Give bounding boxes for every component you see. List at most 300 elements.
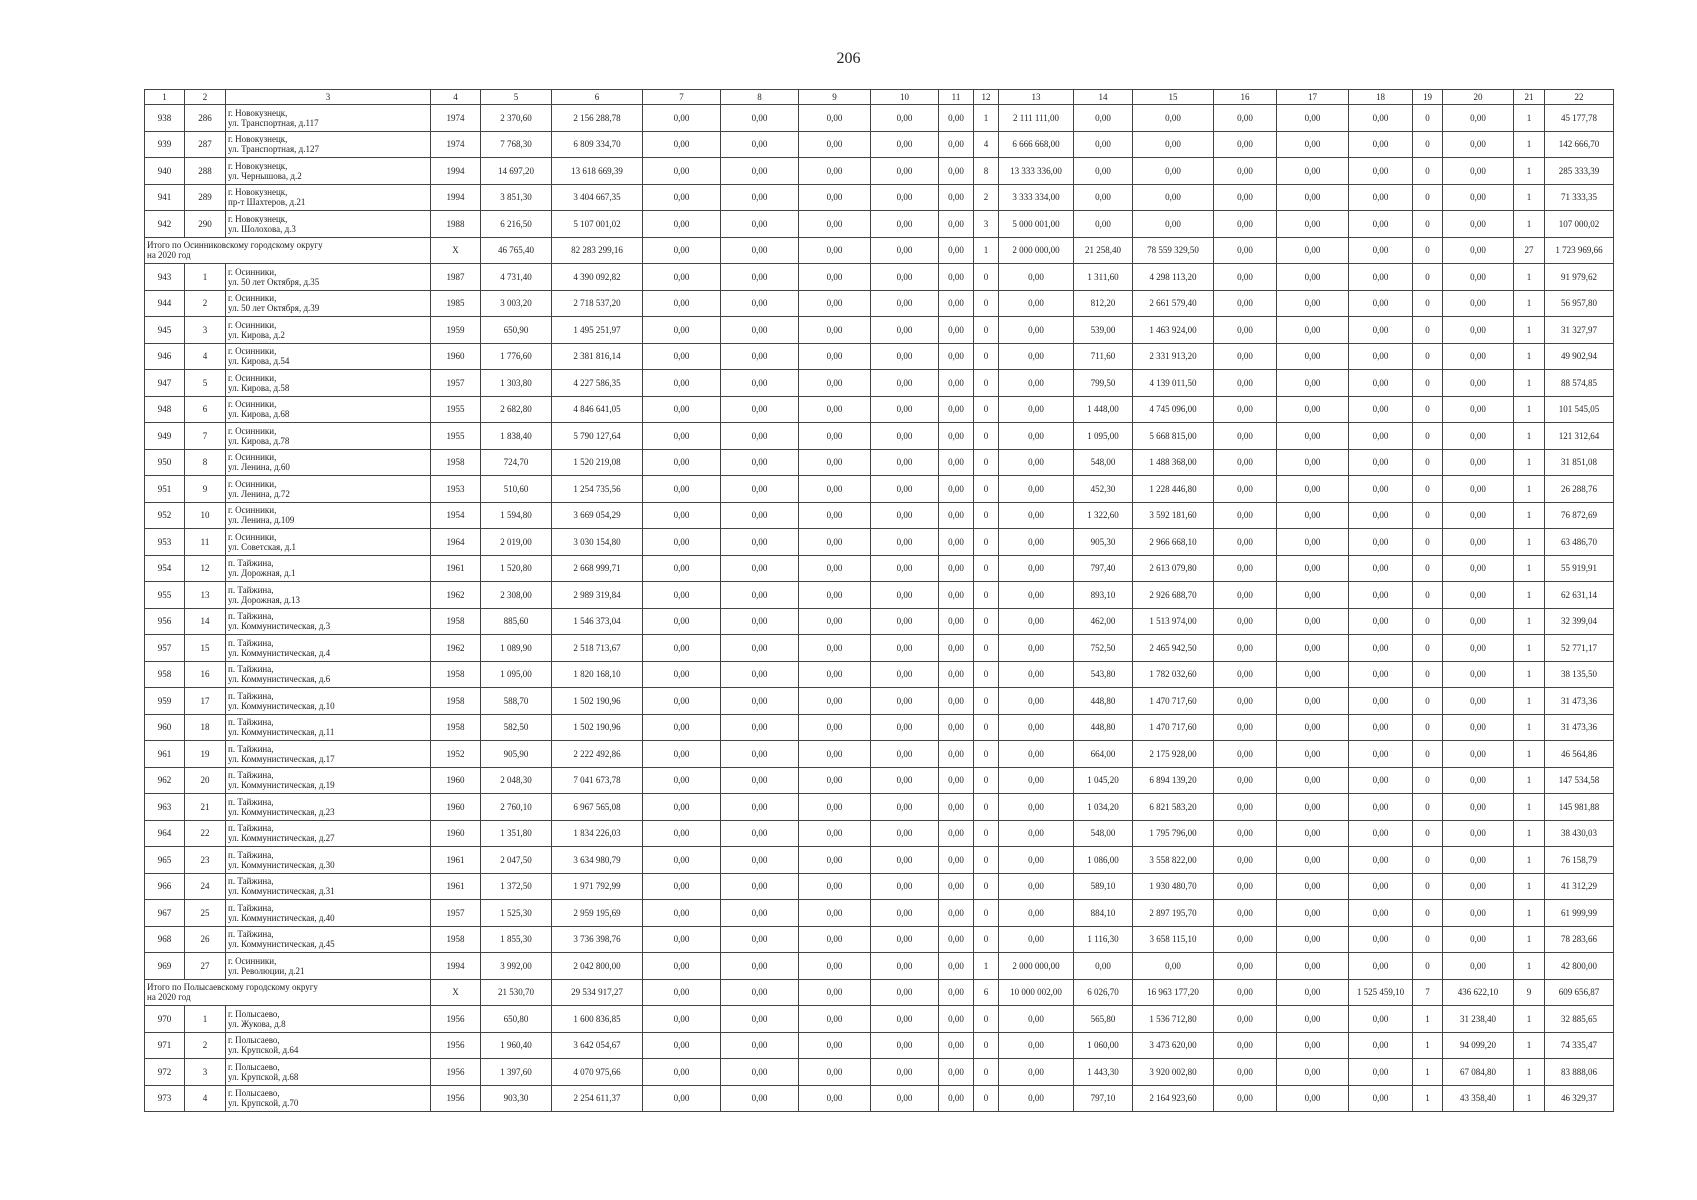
table-cell: 1956	[431, 1085, 481, 1112]
table-cell: 2 661 579,40	[1133, 290, 1214, 317]
table-cell: 1	[1514, 317, 1545, 344]
table-cell: 91 979,62	[1545, 264, 1614, 291]
table-cell: 7	[185, 423, 226, 450]
table-cell: 0,00	[1133, 105, 1214, 132]
table-cell: 0,00	[1349, 423, 1413, 450]
table-cell: 973	[145, 1085, 185, 1112]
table-cell: 953	[145, 529, 185, 556]
table-cell: 650,90	[481, 317, 552, 344]
table-cell: 0,00	[721, 264, 799, 291]
table-cell: 0,00	[871, 582, 939, 609]
table-cell: 1	[1514, 370, 1545, 397]
table-cell: 2 331 913,20	[1133, 343, 1214, 370]
table-cell: 0,00	[1074, 131, 1133, 158]
table-cell: 26 288,76	[1545, 476, 1614, 503]
table-cell: 1	[1514, 873, 1545, 900]
table-cell: 1 536 712,80	[1133, 1006, 1214, 1033]
table-cell: 0,00	[1214, 661, 1277, 688]
table-cell: 0,00	[939, 290, 974, 317]
table-cell: 2 254 611,37	[552, 1085, 643, 1112]
table-cell: 0,00	[1277, 582, 1349, 609]
table-cell: 2 156 288,78	[552, 105, 643, 132]
address-cell: п. Тайжина, ул. Коммунистическая, д.40	[226, 900, 431, 927]
table-cell: 0,00	[1277, 926, 1349, 953]
table-cell: 2 000 000,00	[999, 953, 1074, 980]
table-cell: 0,00	[1443, 741, 1514, 768]
table-cell: 972	[145, 1059, 185, 1086]
table-cell: 1 855,30	[481, 926, 552, 953]
table-cell: 0,00	[721, 1006, 799, 1033]
table-cell: 0,00	[999, 317, 1074, 344]
table-cell: 1	[1514, 688, 1545, 715]
table-cell: 0,00	[1443, 608, 1514, 635]
table-cell: 1958	[431, 661, 481, 688]
table-cell: 968	[145, 926, 185, 953]
table-cell: 0	[974, 926, 999, 953]
table-cell: 0,00	[1349, 343, 1413, 370]
table-cell: 0	[1413, 582, 1443, 609]
table-cell: 0,00	[871, 714, 939, 741]
table-cell: 0,00	[1074, 211, 1133, 238]
table-cell: 0,00	[643, 1059, 721, 1086]
table-row	[145, 767, 1614, 794]
table-cell: 4 731,40	[481, 264, 552, 291]
total-cell: 609 656,87	[1545, 979, 1614, 1006]
table-cell: 1 228 446,80	[1133, 476, 1214, 503]
table-cell: 0,00	[999, 900, 1074, 927]
table-cell: 0,00	[871, 688, 939, 715]
total-cell: 27	[1514, 237, 1545, 264]
table-cell: 0,00	[999, 1032, 1074, 1059]
table-row	[145, 873, 1614, 900]
table-cell: 19	[185, 741, 226, 768]
table-cell: 0,00	[799, 714, 871, 741]
table-cell: 0,00	[1349, 926, 1413, 953]
table-cell: 0	[1413, 423, 1443, 450]
table-cell: 0,00	[1443, 396, 1514, 423]
table-cell: 0,00	[1277, 343, 1349, 370]
table-cell: 0,00	[1349, 211, 1413, 238]
table-cell: 1	[1514, 211, 1545, 238]
table-cell: 0,00	[939, 767, 974, 794]
table-cell: 0	[1413, 158, 1443, 185]
table-cell: 0	[1413, 264, 1443, 291]
table-cell: 955	[145, 582, 185, 609]
table-cell: 0,00	[799, 635, 871, 662]
table-cell: 0,00	[643, 555, 721, 582]
table-cell: 0,00	[643, 608, 721, 635]
table-cell: 0,00	[1277, 476, 1349, 503]
table-cell: 1957	[431, 370, 481, 397]
table-cell: 1960	[431, 767, 481, 794]
table-cell: 0,00	[799, 184, 871, 211]
table-cell: 0,00	[1214, 449, 1277, 476]
table-cell: 0,00	[799, 317, 871, 344]
table-cell: 1 116,30	[1074, 926, 1133, 953]
table-cell: 0,00	[939, 582, 974, 609]
table-cell: 0,00	[871, 1059, 939, 1086]
table-row	[145, 105, 1614, 132]
table-cell: 0,00	[1349, 290, 1413, 317]
table-cell: 0	[974, 608, 999, 635]
table-cell: 0,00	[999, 502, 1074, 529]
table-cell: 25	[185, 900, 226, 927]
table-cell: 664,00	[1074, 741, 1133, 768]
table-cell: 724,70	[481, 449, 552, 476]
table-cell: 1 397,60	[481, 1059, 552, 1086]
table-cell: 0	[974, 820, 999, 847]
table-cell: 0,00	[939, 688, 974, 715]
table-cell: 0,00	[1214, 1085, 1277, 1112]
table-cell: 0,00	[721, 794, 799, 821]
table-cell: 548,00	[1074, 449, 1133, 476]
table-cell: 0,00	[1349, 953, 1413, 980]
table-cell: 1 470 717,60	[1133, 688, 1214, 715]
address-cell: г. Осинники, ул. Ленина, д.72	[226, 476, 431, 503]
table-cell: 1 045,20	[1074, 767, 1133, 794]
table-cell: 0,00	[871, 131, 939, 158]
table-cell: 945	[145, 317, 185, 344]
table-cell: 510,60	[481, 476, 552, 503]
table-cell: 14	[185, 608, 226, 635]
total-cell: 0,00	[799, 979, 871, 1006]
table-cell: 14 697,20	[481, 158, 552, 185]
table-cell: 3 558 822,00	[1133, 847, 1214, 874]
table-cell: 1	[1514, 741, 1545, 768]
table-cell: 960	[145, 714, 185, 741]
table-cell: 1	[1514, 529, 1545, 556]
table-cell: 0,00	[999, 714, 1074, 741]
table-cell: 1 834 226,03	[552, 820, 643, 847]
column-number: 5	[481, 90, 552, 105]
address-cell: г. Осинники, ул. Кирова, д.54	[226, 343, 431, 370]
table-cell: 0,00	[871, 184, 939, 211]
total-cell: 29 534 917,27	[552, 979, 643, 1006]
table-cell: 0,00	[799, 741, 871, 768]
table-cell: 0,00	[871, 873, 939, 900]
table-cell: 0,00	[1349, 1059, 1413, 1086]
table-cell: 31 473,36	[1545, 688, 1614, 715]
table-cell: 3 851,30	[481, 184, 552, 211]
table-cell: 78 283,66	[1545, 926, 1614, 953]
table-cell: 893,10	[1074, 582, 1133, 609]
total-row	[145, 237, 1614, 264]
table-cell: 21	[185, 794, 226, 821]
table-cell: 1954	[431, 502, 481, 529]
table-cell: 1 960,40	[481, 1032, 552, 1059]
table-cell: 0,00	[999, 476, 1074, 503]
table-cell: 0,00	[871, 476, 939, 503]
table-cell: 0,00	[721, 158, 799, 185]
table-cell: 0,00	[1349, 264, 1413, 291]
table-cell: 0	[974, 529, 999, 556]
table-cell: 3 992,00	[481, 953, 552, 980]
table-cell: 0,00	[799, 688, 871, 715]
table-cell: 0,00	[871, 211, 939, 238]
table-cell: 0,00	[999, 449, 1074, 476]
table-cell: 0,00	[939, 105, 974, 132]
table-cell: 0	[974, 847, 999, 874]
table-cell: 1	[1514, 767, 1545, 794]
table-cell: 0,00	[1443, 423, 1514, 450]
table-cell: 0,00	[871, 1006, 939, 1033]
table-cell: 145 981,88	[1545, 794, 1614, 821]
table-cell: 6 894 139,20	[1133, 767, 1214, 794]
table-cell: 5 790 127,64	[552, 423, 643, 450]
table-cell: 0,00	[643, 317, 721, 344]
table-cell: 0,00	[871, 926, 939, 953]
table-cell: 0,00	[643, 423, 721, 450]
table-cell: 0,00	[1214, 847, 1277, 874]
table-cell: 0,00	[1214, 900, 1277, 927]
column-number: 10	[871, 90, 939, 105]
table-cell: 0,00	[939, 476, 974, 503]
table-cell: 1	[1514, 608, 1545, 635]
table-cell: 0,00	[1277, 1006, 1349, 1033]
table-cell: 0,00	[799, 502, 871, 529]
table-cell: 0,00	[799, 900, 871, 927]
table-cell: 1	[1514, 1059, 1545, 1086]
table-cell: 905,90	[481, 741, 552, 768]
table-cell: 1	[1514, 396, 1545, 423]
table-cell: 20	[185, 767, 226, 794]
table-cell: 0,00	[721, 714, 799, 741]
table-cell: 2	[974, 184, 999, 211]
table-cell: 2 175 928,00	[1133, 741, 1214, 768]
table-cell: 2 668 999,71	[552, 555, 643, 582]
table-row	[145, 714, 1614, 741]
table-cell: 0,00	[1349, 105, 1413, 132]
address-cell: п. Тайжина, ул. Коммунистическая, д.30	[226, 847, 431, 874]
table-cell: 1	[1514, 635, 1545, 662]
table-cell: 957	[145, 635, 185, 662]
table-cell: 4 070 975,66	[552, 1059, 643, 1086]
table-cell: 142 666,70	[1545, 131, 1614, 158]
table-row	[145, 847, 1614, 874]
table-cell: 63 486,70	[1545, 529, 1614, 556]
table-cell: 1994	[431, 158, 481, 185]
column-number: 1	[145, 90, 185, 105]
table-cell: 0,00	[871, 343, 939, 370]
table-cell: 0,00	[871, 529, 939, 556]
table-cell: 1959	[431, 317, 481, 344]
table-cell: 0,00	[871, 1032, 939, 1059]
table-cell: 76 872,69	[1545, 502, 1614, 529]
table-cell: 6 666 668,00	[999, 131, 1074, 158]
table-row	[145, 741, 1614, 768]
table-cell: 3 473 620,00	[1133, 1032, 1214, 1059]
table-cell: 0,00	[1214, 741, 1277, 768]
table-cell: 0,00	[1349, 741, 1413, 768]
table-cell: 0,00	[1349, 714, 1413, 741]
total-cell: 82 283 299,16	[552, 237, 643, 264]
table-cell: 0,00	[799, 423, 871, 450]
table-cell: 0,00	[1214, 873, 1277, 900]
total-cell: 0,00	[799, 237, 871, 264]
table-cell: 1	[1514, 264, 1545, 291]
table-cell: 0	[974, 264, 999, 291]
table-cell: 0,00	[643, 158, 721, 185]
table-cell: 0,00	[643, 926, 721, 953]
table-cell: 3 658 115,10	[1133, 926, 1214, 953]
table-cell: 0,00	[939, 1059, 974, 1086]
table-cell: 0,00	[1443, 502, 1514, 529]
table-cell: 0,00	[871, 847, 939, 874]
table-cell: 0	[1413, 555, 1443, 582]
table-cell: 1 838,40	[481, 423, 552, 450]
table-cell: 0,00	[1214, 396, 1277, 423]
table-cell: 0,00	[799, 290, 871, 317]
table-cell: 2 465 942,50	[1133, 635, 1214, 662]
table-cell: 0,00	[871, 158, 939, 185]
table-cell: 1	[1514, 1085, 1545, 1112]
table-cell: 1958	[431, 926, 481, 953]
table-cell: 0,00	[1277, 847, 1349, 874]
table-cell: 938	[145, 105, 185, 132]
table-cell: 1	[1514, 953, 1545, 980]
table-cell: 0,00	[721, 184, 799, 211]
table-cell: 0,00	[643, 635, 721, 662]
table-cell: 0,00	[799, 131, 871, 158]
table-cell: 0,00	[721, 131, 799, 158]
address-cell: п. Тайжина, ул. Коммунистическая, д.31	[226, 873, 431, 900]
table-cell: 0,00	[721, 290, 799, 317]
table-cell: 0,00	[1443, 661, 1514, 688]
table-cell: 0,00	[871, 900, 939, 927]
table-cell: 0,00	[721, 211, 799, 238]
table-cell: 0,00	[1133, 184, 1214, 211]
table-row	[145, 370, 1614, 397]
table-cell: 0,00	[1214, 582, 1277, 609]
table-cell: 0	[974, 1059, 999, 1086]
table-cell: 0,00	[1443, 688, 1514, 715]
table-cell: 18	[185, 714, 226, 741]
table-cell: 0,00	[1214, 158, 1277, 185]
table-row	[145, 449, 1614, 476]
table-cell: 0,00	[643, 449, 721, 476]
table-cell: 31 473,36	[1545, 714, 1614, 741]
table-cell: 0,00	[871, 317, 939, 344]
table-cell: 582,50	[481, 714, 552, 741]
table-cell: 970	[145, 1006, 185, 1033]
table-cell: 0,00	[1443, 820, 1514, 847]
table-cell: 62 631,14	[1545, 582, 1614, 609]
table-cell: 0,00	[1214, 343, 1277, 370]
table-cell: 2 718 537,20	[552, 290, 643, 317]
table-cell: 1	[1514, 661, 1545, 688]
table-cell: 1 525,30	[481, 900, 552, 927]
table-cell: 0,00	[939, 529, 974, 556]
table-cell: 27	[185, 953, 226, 980]
table-cell: 0,00	[799, 926, 871, 953]
table-cell: 3 003,20	[481, 290, 552, 317]
table-cell: 4 139 011,50	[1133, 370, 1214, 397]
table-cell: 2 926 688,70	[1133, 582, 1214, 609]
table-cell: 0,00	[643, 661, 721, 688]
table-cell: 287	[185, 131, 226, 158]
column-number: 2	[185, 90, 226, 105]
table-cell: 1 930 480,70	[1133, 873, 1214, 900]
table-row	[145, 1006, 1614, 1033]
address-cell: г. Осинники, ул. Революции, д.21	[226, 953, 431, 980]
table-cell: 0,00	[1277, 211, 1349, 238]
table-cell: 0,00	[643, 290, 721, 317]
address-cell: п. Тайжина, ул. Коммунистическая, д.19	[226, 767, 431, 794]
column-number: 13	[999, 90, 1074, 105]
table-cell: 0,00	[721, 502, 799, 529]
table-cell: 290	[185, 211, 226, 238]
table-cell: 0,00	[1349, 370, 1413, 397]
table-cell: 0	[974, 370, 999, 397]
table-cell: 0,00	[721, 370, 799, 397]
table-cell: 1962	[431, 582, 481, 609]
table-cell: 0,00	[1277, 1059, 1349, 1086]
column-number: 15	[1133, 90, 1214, 105]
column-number: 21	[1514, 90, 1545, 105]
table-cell: 0,00	[999, 555, 1074, 582]
table-cell: 0	[1413, 105, 1443, 132]
table-cell: 0,00	[1214, 211, 1277, 238]
table-cell: 0	[974, 502, 999, 529]
table-cell: 1994	[431, 953, 481, 980]
table-cell: 0,00	[1349, 661, 1413, 688]
table-cell: 13 333 336,00	[999, 158, 1074, 185]
table-cell: 0	[974, 396, 999, 423]
table-cell: 0,00	[799, 396, 871, 423]
table-cell: 11	[185, 529, 226, 556]
table-cell: 1	[1514, 1032, 1545, 1059]
table-cell: 0	[974, 1085, 999, 1112]
table-cell: 2	[185, 290, 226, 317]
address-cell: п. Тайжина, ул. Коммунистическая, д.6	[226, 661, 431, 688]
total-cell: 0,00	[1214, 979, 1277, 1006]
total-cell: 78 559 329,50	[1133, 237, 1214, 264]
address-cell: г. Осинники, ул. Советская, д.1	[226, 529, 431, 556]
table-cell: 23	[185, 847, 226, 874]
table-cell: 0,00	[999, 1085, 1074, 1112]
table-cell: 1974	[431, 105, 481, 132]
table-cell: 0,00	[643, 1032, 721, 1059]
table-cell: 4 846 641,05	[552, 396, 643, 423]
table-cell: 0	[1413, 953, 1443, 980]
table-cell: 74 335,47	[1545, 1032, 1614, 1059]
table-cell: 0	[974, 767, 999, 794]
table-cell: 812,20	[1074, 290, 1133, 317]
table-cell: 1974	[431, 131, 481, 158]
table-cell: 3 634 980,79	[552, 847, 643, 874]
table-cell: 1953	[431, 476, 481, 503]
table-cell: 0,00	[1349, 396, 1413, 423]
table-cell: 0,00	[643, 264, 721, 291]
column-number: 12	[974, 90, 999, 105]
table-cell: 0,00	[643, 767, 721, 794]
table-cell: 2 047,50	[481, 847, 552, 874]
table-cell: 6 216,50	[481, 211, 552, 238]
table-cell: 0,00	[1443, 926, 1514, 953]
address-cell: г. Новокузнецк, ул. Чернышова, д.2	[226, 158, 431, 185]
address-cell: г. Осинники, ул. Ленина, д.60	[226, 449, 431, 476]
table-cell: 0	[1413, 900, 1443, 927]
table-cell: 1958	[431, 449, 481, 476]
table-cell: 1	[1514, 184, 1545, 211]
column-number: 17	[1277, 90, 1349, 105]
table-cell: 13	[185, 582, 226, 609]
table-cell: 2 164 923,60	[1133, 1085, 1214, 1112]
table-cell: 5	[185, 370, 226, 397]
table-cell: 0,00	[1277, 1032, 1349, 1059]
address-cell: п. Тайжина, ул. Дорожная, д.1	[226, 555, 431, 582]
table-cell: 0,00	[799, 820, 871, 847]
